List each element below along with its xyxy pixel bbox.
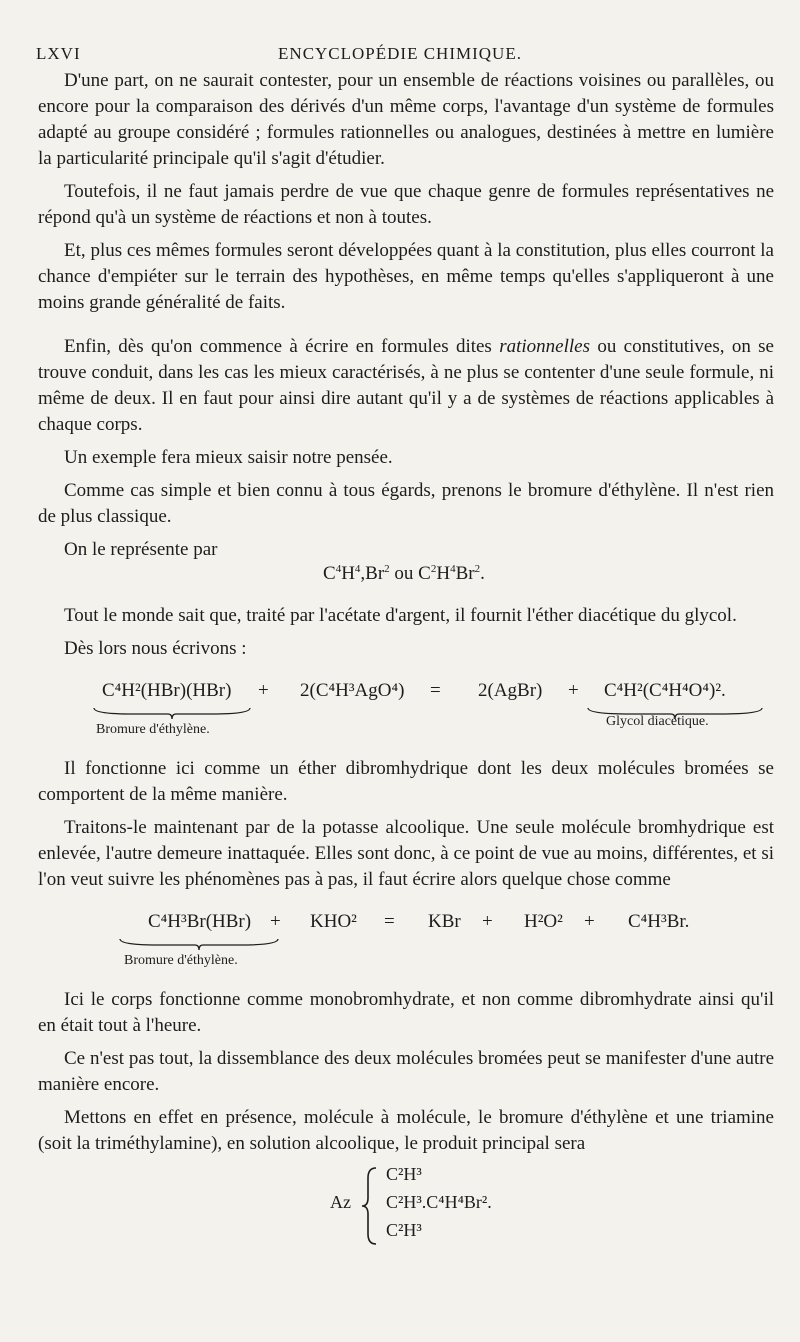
paragraph-12: Ici le corps fonctionne comme monobromhydrate, et non comme dibromhydrate ainsi qu'il en était tout à l'heure. — [38, 989, 774, 1036]
eq1-plus-1: + — [258, 680, 269, 701]
eq2-term-4: H²O² — [524, 911, 563, 932]
eq2-term-1: C⁴H³Br(HBr) — [148, 911, 252, 932]
az-line-1: C²H³ — [386, 1164, 422, 1184]
paragraph-9: Dès lors nous écrivons : — [64, 638, 247, 659]
italic-rationnelles: rationnelles — [499, 336, 590, 357]
eq2-plus-2: + — [482, 911, 493, 932]
eq2-plus-3: + — [584, 911, 595, 932]
az-brace — [360, 1166, 380, 1246]
paragraph-4-start: Enfin, dès qu'on commence à écrire en formules dites — [64, 336, 500, 357]
formula-ammonium-product — [38, 1164, 774, 1248]
eq2-plus-1: + — [270, 911, 281, 932]
eq2-brace — [118, 937, 280, 951]
eq1-term-1: C⁴H²(HBr)(HBr) — [102, 680, 232, 701]
eq1-term-4: C⁴H²(C⁴H⁴O⁴)². — [604, 680, 726, 701]
eq2-term-2: KHO² — [310, 911, 357, 932]
eq1-label-ethylene-bromide: Bromure d'éthylène. — [96, 722, 210, 737]
paragraph-3: Et, plus ces mêmes formules seront développées quant à la constitution, plus elles courront la chance d'empiéter sur le terrain des hypothèses, en même temps qu'elles s'appliqueront à une moins grande généralité de faits. — [38, 240, 774, 313]
paragraph-2: Toutefois, il ne faut jamais perdre de vue que chaque genre de formules représentatives ne répond qu'à un système de réactions et non à toutes. — [38, 181, 774, 228]
az-line-2: C²H³.C⁴H⁴Br². — [386, 1192, 492, 1212]
equation-potash-labels — [38, 953, 774, 975]
page-header — [36, 40, 764, 66]
running-title: ENCYCLOPÉDIE CHIMIQUE. — [278, 44, 522, 63]
az-line-3: C²H³ — [386, 1220, 422, 1240]
eq1-equals: = — [430, 680, 441, 701]
equation-acetate-labels — [38, 714, 774, 744]
eq2-term-3: KBr — [428, 911, 461, 932]
eq1-brace-1 — [92, 706, 252, 720]
eq2-equals: = — [384, 911, 395, 932]
paragraph-1: D'une part, on ne saurait contester, pour un ensemble de réactions voisines ou parallèles, ou encore pour la comparaison des dérivés d'un même corps, l'avantage d'un système de formules adapté au groupe considéré ; formules rationnelles ou analogues, destinées à mettre en lumière la particularité principale qu'il s'agit d'étudier. — [38, 70, 774, 169]
eq1-plus-2: + — [568, 680, 579, 701]
paragraph-4-end: ou constitutives, on se trouve conduit, dans les cas les mieux caractérisés, à ne plus se contenter d'une seule formule, ni même de deux. Il en faut pour ainsi dire autant qu'il y a de systèmes de réactions applicables à chaque corps. — [38, 336, 774, 435]
paragraph-6: Comme cas simple et bien connu à tous égards, prenons le bromure d'éthylène. Il n'est rien de plus classique. — [38, 480, 774, 527]
paragraph-8: Tout le monde sait que, traité par l'acétate d'argent, il fournit l'éther diacétique du glycol. — [64, 605, 737, 626]
formula-1-text: $C^4H^4,Br^2$ ou $C^2H^4Br^2$. — [323, 563, 485, 584]
paragraph-7: On le représente par — [64, 539, 218, 560]
page-folio: LXVI — [36, 44, 81, 63]
paragraph-11: Traitons-le maintenant par de la potasse alcoolique. Une seule molécule bromhydrique est enlevée, l'autre demeure inattaquée. Elles sont donc, à ce point de vue au moins, différentes, et si l'on veut suivre les phénomènes pas à pas, il faut écrire alors quelque chose comme — [38, 817, 774, 890]
equation-potash — [38, 905, 774, 953]
eq2-label-ethylene-bromide: Bromure d'éthylène. — [124, 953, 238, 968]
eq1-term-3: 2(AgBr) — [478, 680, 543, 701]
paragraph-4 — [38, 334, 774, 438]
formula-ethylene-bromide — [38, 563, 774, 591]
paragraph-13: Ce n'est pas tout, la dissemblance des deux molécules bromées peut se manifester d'une autre manière encore. — [38, 1048, 774, 1095]
az-symbol: Az — [330, 1192, 351, 1212]
paragraph-14: Mettons en effet en présence, molécule à molécule, le bromure d'éthylène et une triamine (soit la triméthylamine), en solution alcoolique, le produit principal sera — [38, 1107, 774, 1154]
eq2-term-5: C⁴H³Br. — [628, 911, 690, 932]
paragraph-10: Il fonctionne ici comme un éther dibromhydrique dont les deux molécules bromées se comportent de la même manière. — [38, 758, 774, 805]
page-body — [38, 68, 774, 1248]
eq1-label-glycol-diacetate: Glycol diacétique. — [606, 714, 709, 729]
paragraph-5: Un exemple fera mieux saisir notre pensée. — [64, 447, 393, 468]
eq1-term-2: 2(C⁴H³AgO⁴) — [300, 680, 405, 701]
